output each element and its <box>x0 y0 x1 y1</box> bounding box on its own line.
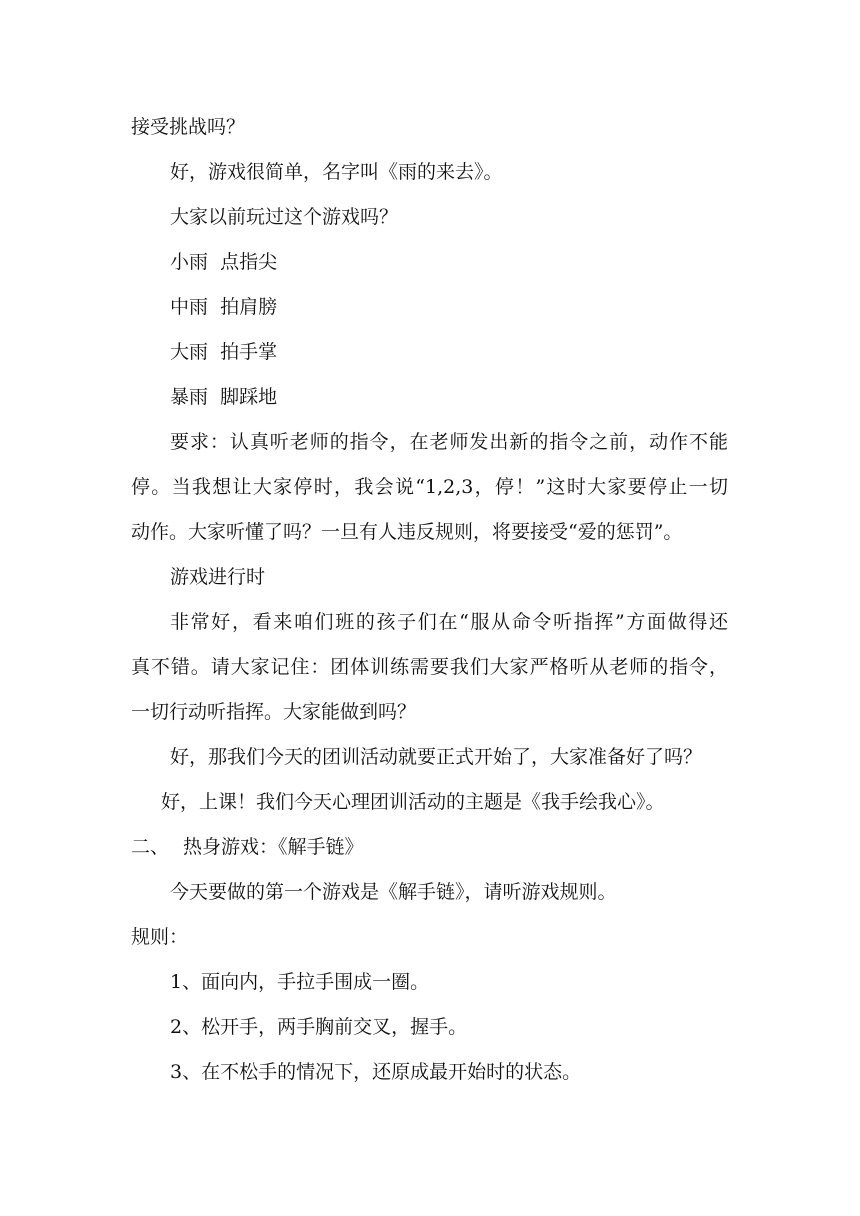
paragraph-line: 大雨 拍手掌 <box>170 341 278 363</box>
section-title: 热身游戏：《解手链》 <box>183 836 364 858</box>
paragraph-line: 真不错。请大家记住：团体训练需要我们大家严格听从老师的指令， <box>131 656 728 678</box>
paragraph-line: 接受挑战吗？ <box>131 116 246 138</box>
paragraph-line: 大家以前玩过这个游戏吗？ <box>170 206 399 228</box>
paragraph-line: 停。当我想让大家停时，我会说“1,2,3，停！”这时大家要停止一切 <box>131 476 728 498</box>
paragraph-line: 好，游戏很简单，名字叫《雨的来去》。 <box>170 161 503 183</box>
paragraph-line: 游戏进行时 <box>170 566 266 588</box>
paragraph-line: 中雨 拍肩膀 <box>170 296 278 318</box>
list-item: 2、松开手，两手胸前交叉，握手。 <box>170 1016 468 1038</box>
paragraph-line: 要求：认真听老师的指令，在老师发出新的指令之前，动作不能 <box>170 431 728 453</box>
list-item: 1、面向内，手拉手围成一圈。 <box>170 971 430 993</box>
paragraph-line: 好，那我们今天的团训活动就要正式开始了，大家准备好了吗？ <box>170 746 703 768</box>
section-number: 二、 <box>131 836 170 858</box>
paragraph-line: 一切行动听指挥。大家能做到吗？ <box>131 701 417 723</box>
list-item: 3、在不松手的情况下，还原成最开始时的状态。 <box>170 1061 582 1083</box>
section-heading <box>131 834 364 860</box>
paragraph-line: 小雨 点指尖 <box>170 251 278 273</box>
paragraph-line: 动作。大家听懂了吗？一旦有人违反规则，将要接受“爱的惩罚”。 <box>131 521 683 543</box>
paragraph-line: 规则： <box>131 926 189 948</box>
paragraph-line: 今天要做的第一个游戏是《解手链》，请听游戏规则。 <box>170 881 617 903</box>
paragraph-line: 好，上课！我们今天心理团训活动的主题是《我手绘我心》。 <box>161 791 665 813</box>
paragraph-line: 暴雨 脚踩地 <box>170 386 278 408</box>
paragraph-line: 非常好，看来咱们班的孩子们在“服从命令听指挥”方面做得还 <box>170 611 728 633</box>
